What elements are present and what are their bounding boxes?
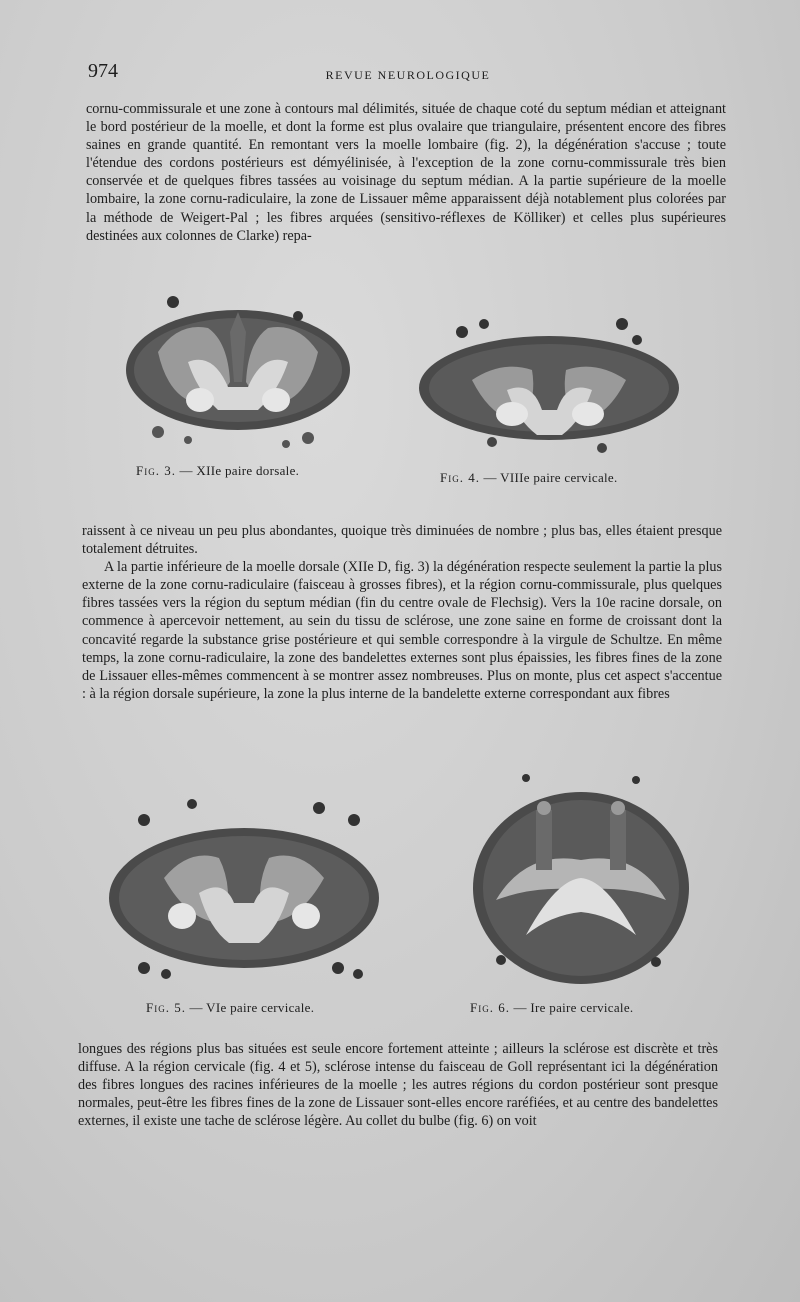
paragraph-1: cornu-commissurale et une zone à contours mal délimités, située de chaque coté du septum médian et atteignant le bord postérieur de la moelle, et dont la forme est plus ovalaire que triangulaire, présentent encore des fibres saines en grande quantité. En remontant vers la moelle lombaire (fig. 2), la dégénération s'accuse ; toute l'étendue des cordons postérieurs est démyélinisée, à l'exception de la zone cornu-commissurale très bien conservée et de quelques fibres tassées au voisinage du septum médian. A la partie supérieure de la moelle lombaire, la zone cornu-radiculaire, la zone de Lissauer même apparaissent déjà notablement plus colorées par la méthode de Weigert-Pal ; les fibres arquées (sensitivo-réflexes de Kölliker) et celles plus supérieures destinées aux colonnes de Clarke) repa- <box>86 101 726 244</box>
figure-6-caption <box>470 1000 633 1016</box>
figure-6 <box>466 770 696 990</box>
figure-6-text: — Ire paire cervicale. <box>513 1000 634 1015</box>
figure-5-caption <box>146 1000 314 1016</box>
spinal-cord-section-illustration <box>104 798 384 993</box>
figure-5 <box>104 798 384 993</box>
spinal-cord-section-illustration <box>412 310 687 460</box>
paragraph-2b: A la partie inférieure de la moelle dorsale (XIIe D, fig. 3) la dégénération respecte seulement la partie la plus externe de la zone cornu-radiculaire (faisceau à grosses fibres), et la région cornu-commissurale, plus quelques fibres tassées vers la région du septum médian (fin du centre ovale de Flechsig). Vers la 10e racine dorsale, on commence à apercevoir nettement, au sein du tissu de sclérose, une zone saine en forme de croissant dont la concavité regarde la substance grise postérieure et qui semble correspondre à la virgule de Schultze. En même temps, la zone cornu-radiculaire, la zone des bandelettes externes sont plus épaissies, les fibres fines de la zone de Lissauer elles-mêmes commencent à se montrer assez nombreuses. Plus on monte, plus cet aspect s'accentue : à la région dorsale supérieure, la zone la plus interne de la bandelette externe correspondant aux fibres <box>82 559 722 702</box>
figure-6-label: Fig. 6. <box>470 1000 510 1015</box>
spinal-cord-section-illustration <box>466 770 696 990</box>
figure-5-label: Fig. 5. <box>146 1000 186 1015</box>
figure-4-caption <box>440 470 618 486</box>
paragraph-2a: raissent à ce niveau un peu plus abondantes, quoique très diminuées de nombre ; plus bas, elles étaient presque totalement détruites. <box>82 523 722 558</box>
figure-3-caption <box>136 463 299 479</box>
page-number: 974 <box>88 60 118 82</box>
figure-4 <box>412 310 687 460</box>
figure-3-label: Fig. 3. <box>136 463 176 478</box>
paragraph-2 <box>82 522 722 703</box>
figure-3 <box>118 292 358 452</box>
figure-5-text: — VIe paire cervicale. <box>189 1000 315 1015</box>
running-head <box>88 60 728 90</box>
figure-4-label: Fig. 4. <box>440 470 480 485</box>
spinal-cord-section-illustration <box>118 292 358 452</box>
paragraph-3: longues des régions plus bas situées est seule encore fortement atteinte ; ailleurs la sclérose est discrète et très diffuse. A la région cervicale (fig. 4 et 5), sclérose intense du faisceau de Goll représentant ici la dégénération des fibres longues des racines inférieures de la moelle ; les autres régions du cordon postérieur sont presque normales, peut-être les fibres fines de la zone de Lissauer sont-elles encore raréfiées, et au centre des bandelettes externes, il existe une tache de sclérose légère. Au collet du bulbe (fig. 6) on voit <box>78 1041 718 1130</box>
figure-4-text: — VIIIe paire cervicale. <box>483 470 618 485</box>
figure-3-text: — XIIe paire dorsale. <box>179 463 300 478</box>
journal-title: REVUE NEUROLOGIQUE <box>325 68 491 82</box>
